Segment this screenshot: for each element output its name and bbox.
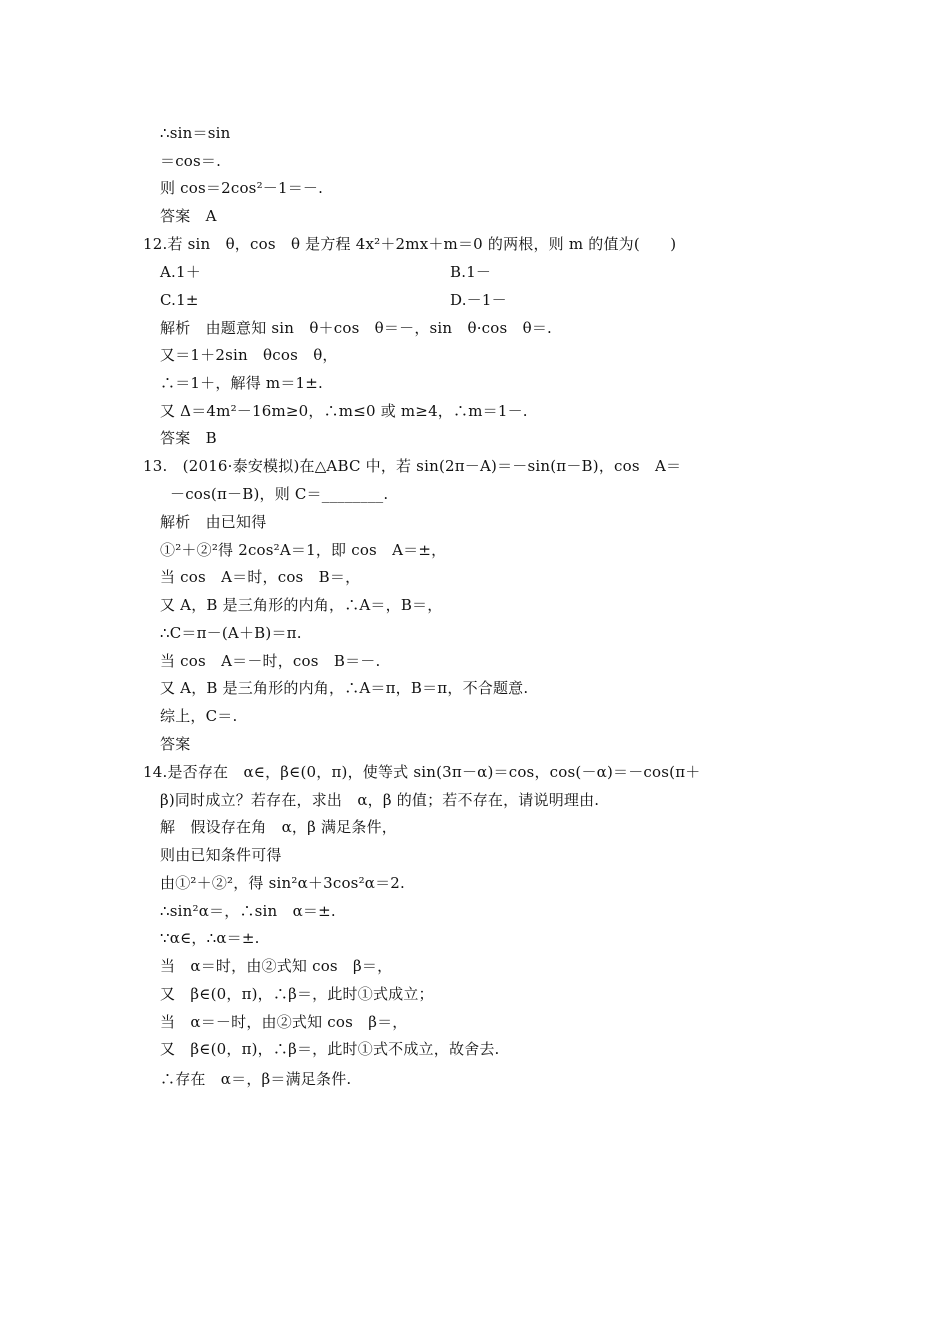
answer-line: 答案 A [160, 207, 217, 225]
solution-line: 当 cos A＝－时，cos B＝－. [160, 652, 381, 670]
solution-line: 解 假设存在角 α，β 满足条件， [160, 818, 397, 836]
solution-line: 又 β∈(0，π)，∴β＝，此时①式成立； [160, 985, 434, 1003]
solution-line: ∴存在 α＝，β＝满足条件. [160, 1070, 352, 1088]
solution-line: ∴C＝π－(A＋B)＝π. [160, 624, 302, 642]
answer-line: 答案 [160, 735, 191, 753]
solution-line: 综上，C＝. [160, 707, 238, 725]
option-a: A.1＋ [160, 263, 201, 281]
option-c: C.1± [160, 291, 199, 309]
solution-line: 又 A，B 是三角形的内角，∴A＝，B＝， [160, 596, 443, 614]
option-b: B.1－ [450, 263, 492, 281]
solution-line: 由①²＋②²，得 sin²α＋3cos²α＝2. [160, 874, 406, 892]
solution-line: 则 cos＝2cos²－1＝－. [160, 179, 324, 197]
solution-line: ∴sin²α＝，∴sin α＝±. [160, 902, 336, 920]
question-12: 12.若 sin θ，cos θ 是方程 4x²＋2mx＋m＝0 的两根，则 m 的值为( ) [143, 235, 677, 253]
solution-line: ∴＝1＋，解得 m＝1±. [160, 374, 324, 392]
solution-line: 解析 由已知得 [160, 513, 267, 531]
solution-line: 当 cos A＝时，cos B＝， [160, 568, 361, 586]
option-d: D.－1－ [450, 291, 507, 309]
question-14: 14.是否存在 α∈，β∈(0，π)，使等式 sin(3π－α)＝cos，cos(－α)＝－cos(π＋ [143, 763, 701, 781]
solution-line: 则由已知条件可得 [160, 846, 282, 864]
solution-line: 又＝1＋2sin θcos θ， [160, 346, 338, 364]
solution-line: ＝cos＝. [160, 152, 222, 170]
solution-line: 又 Δ＝4m²－16m≥0，∴m≤0 或 m≥4，∴m＝1－. [160, 402, 528, 420]
question-13-continued: －cos(π－B)，则 C＝________. [170, 485, 389, 503]
solution-line: 又 A，B 是三角形的内角，∴A＝π，B＝π，不合题意. [160, 679, 529, 697]
question-13: 13. (2016·泰安模拟)在△ABC 中，若 sin(2π－A)＝－sin(π－B)，cos A＝ [143, 457, 682, 475]
solution-line: ①²＋②²得 2cos²A＝1，即 cos A＝±， [160, 541, 447, 559]
solution-line: 又 β∈(0，π)，∴β＝，此时①式不成立，故舍去. [160, 1040, 500, 1058]
solution-line: 解析 由题意知 sin θ＋cos θ＝－，sin θ·cos θ＝. [160, 319, 552, 337]
solution-line: ∵α∈，∴α＝±. [160, 929, 260, 947]
solution-line: ∴sin＝sin [160, 124, 231, 142]
solution-line: 当 α＝－时，由②式知 cos β＝， [160, 1013, 408, 1031]
question-14-continued: β)同时成立？若存在，求出 α，β 的值；若不存在，请说明理由. [160, 791, 600, 809]
solution-line: 当 α＝时，由②式知 cos β＝， [160, 957, 393, 975]
answer-line: 答案 B [160, 429, 217, 447]
